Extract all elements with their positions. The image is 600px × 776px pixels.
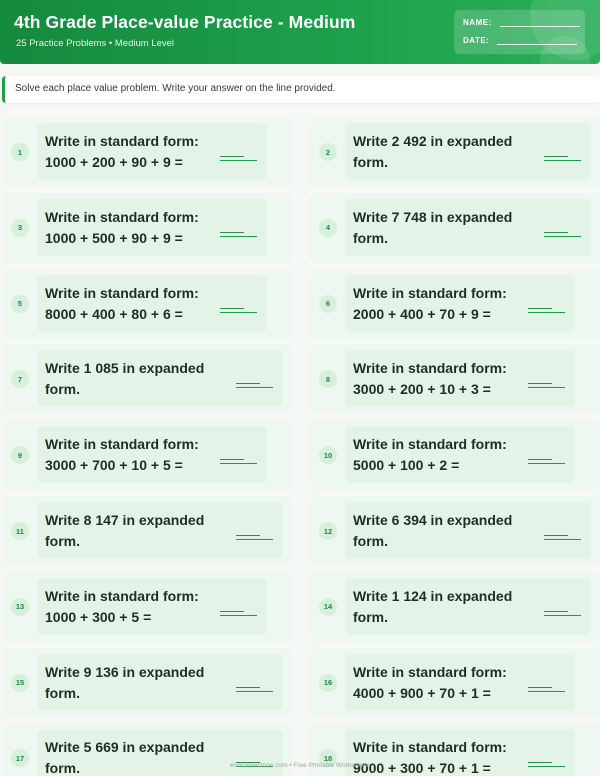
problem-line-1: Write in standard form:: [353, 284, 507, 301]
problem-line-2: form.: [45, 381, 80, 398]
problem-number-badge: 3: [11, 219, 29, 237]
answer-line[interactable]: [528, 463, 565, 464]
answer-line[interactable]: [544, 615, 581, 616]
problem-number-badge: 5: [11, 295, 29, 313]
problem-line-1: Write in standard form:: [353, 663, 507, 680]
problem-card: [2, 572, 292, 642]
problem-number-badge: 18: [319, 749, 337, 767]
problem-line-1: Write 7 748 in expanded: [353, 208, 513, 225]
problem-line-2: 1000 + 300 + 5 =: [45, 608, 152, 625]
answer-line[interactable]: [528, 312, 565, 313]
problem-number-badge: 12: [319, 522, 337, 540]
problem-line-1: Write 8 147 in expanded: [45, 512, 205, 528]
problem-content: [37, 123, 267, 180]
problem-line-2: form.: [45, 760, 80, 776]
problem-content: [345, 199, 591, 256]
problem-number-badge: 7: [11, 370, 29, 388]
answer-line-short: [544, 156, 568, 157]
worksheet-title: 4th Grade Place-value Practice - Medium: [14, 12, 356, 32]
answer-line[interactable]: [220, 160, 257, 161]
answer-line[interactable]: [220, 312, 257, 313]
problem-number-badge: 16: [319, 674, 337, 692]
problem-line-1: Write 2 492 in expanded: [353, 133, 513, 149]
problem-text: [45, 662, 204, 704]
problem-line-2: 8000 + 400 + 80 + 6 =: [45, 305, 183, 322]
problem-card: [2, 420, 292, 490]
problem-line-1: Write in standard form:: [45, 587, 199, 604]
problem-number-badge: 17: [11, 749, 29, 767]
problem-card: [2, 193, 292, 263]
name-row: [463, 18, 580, 27]
problem-line-1: Write in standard form:: [45, 133, 199, 149]
problem-content: [37, 578, 267, 635]
problem-text: [45, 358, 204, 400]
problem-content: [37, 426, 267, 483]
problem-content: [37, 350, 283, 407]
problem-line-1: Write 9 136 in expanded: [45, 663, 205, 680]
problem-text: [353, 358, 507, 400]
problem-card: [310, 572, 600, 642]
instructions-banner: Solve each place value problem. Write your answer on the line provided.: [2, 76, 600, 103]
problem-content: [345, 502, 591, 559]
answer-line-short: [220, 308, 244, 309]
problem-text: [45, 207, 199, 249]
problem-content: [37, 729, 283, 776]
problem-line-2: 5000 + 100 + 2 =: [353, 457, 460, 474]
problem-line-2: form.: [353, 154, 388, 170]
answer-line[interactable]: [236, 691, 273, 692]
problem-line-2: 3000 + 200 + 10 + 3 =: [353, 381, 491, 398]
problem-number-badge: 10: [319, 446, 337, 464]
answer-line-short: [544, 232, 568, 233]
answer-line[interactable]: [220, 463, 257, 464]
problem-card: [2, 496, 292, 566]
problem-card: [310, 193, 600, 263]
problem-content: [345, 729, 575, 776]
problem-card: [310, 648, 600, 718]
problem-line-2: 2000 + 400 + 70 + 9 =: [353, 305, 491, 322]
problem-number-badge: 9: [11, 446, 29, 464]
name-label: NAME:: [463, 18, 492, 27]
problem-line-1: Write in standard form:: [353, 360, 507, 377]
problem-line-2: 1000 + 200 + 90 + 9 =: [45, 154, 183, 170]
answer-line-short: [220, 459, 244, 460]
answer-line-short: [220, 611, 244, 612]
problem-content: [345, 426, 575, 483]
problem-text: [353, 434, 507, 476]
problem-line-2: form.: [353, 533, 388, 549]
answer-line[interactable]: [544, 160, 581, 161]
problem-content: [345, 123, 591, 180]
problem-line-2: form.: [45, 533, 80, 549]
answer-line-short: [528, 687, 552, 688]
problem-number-badge: 14: [319, 598, 337, 616]
answer-line-short: [236, 687, 260, 688]
answer-line-short: [236, 535, 260, 536]
answer-line-short: [544, 535, 568, 536]
problem-line-2: 1000 + 500 + 90 + 9 =: [45, 229, 183, 246]
problem-content: [345, 275, 575, 332]
problem-line-1: Write in standard form:: [353, 436, 507, 453]
answer-line[interactable]: [220, 236, 257, 237]
name-date-box: [454, 10, 585, 54]
problem-number-badge: 11: [11, 522, 29, 540]
problem-line-1: Write 1 085 in expanded: [45, 360, 205, 377]
worksheet-header: [0, 0, 600, 64]
page-footer: worksheetzone.com • Free Printable Worksheets: [229, 762, 371, 769]
problem-content: [37, 199, 267, 256]
problem-content: [345, 654, 575, 711]
problem-card: [310, 117, 600, 187]
answer-line[interactable]: [528, 691, 565, 692]
problem-line-1: Write 1 124 in expanded: [353, 587, 513, 604]
problem-line-2: 4000 + 900 + 70 + 1 =: [353, 684, 491, 701]
problem-number-badge: 6: [319, 295, 337, 313]
date-line[interactable]: [497, 37, 577, 45]
problem-content: [37, 654, 283, 711]
answer-line-short: [236, 383, 260, 384]
problem-line-2: form.: [45, 684, 80, 701]
answer-line-short: [220, 156, 244, 157]
answer-line[interactable]: [528, 387, 565, 388]
answer-line-short: [220, 232, 244, 233]
problem-text: [353, 586, 512, 628]
answer-line[interactable]: [236, 539, 273, 540]
problem-content: [345, 578, 591, 635]
problem-line-2: 3000 + 700 + 10 + 5 =: [45, 457, 183, 474]
worksheet-subtitle: 25 Practice Problems • Medium Level: [16, 38, 175, 49]
problem-text: [45, 586, 199, 628]
problem-line-1: Write 5 669 in expanded: [45, 739, 205, 756]
problem-card: [2, 344, 292, 414]
name-line[interactable]: [500, 19, 580, 27]
answer-line-short: [544, 611, 568, 612]
problem-number-badge: 8: [319, 370, 337, 388]
problem-content: [37, 502, 283, 559]
problem-card: [310, 496, 600, 566]
problem-card: [310, 269, 600, 339]
answer-line-short: [528, 308, 552, 309]
problem-card: [310, 344, 600, 414]
problem-text: [45, 283, 199, 325]
problem-card: [2, 648, 292, 718]
problem-card: [2, 117, 292, 187]
answer-line[interactable]: [220, 615, 257, 616]
problem-text: [353, 207, 512, 249]
problem-text: [353, 131, 512, 173]
problem-text: [353, 510, 512, 552]
problem-line-2: 9000 + 300 + 70 + 1 =: [353, 760, 491, 776]
problem-content: [345, 350, 575, 407]
problem-line-1: Write in standard form:: [353, 739, 507, 756]
problem-card: [2, 269, 292, 339]
problem-number-badge: 15: [11, 674, 29, 692]
problem-text: [353, 283, 507, 325]
answer-line[interactable]: [544, 539, 581, 540]
problem-content: [37, 275, 267, 332]
problem-text: [45, 510, 204, 552]
problem-text: [353, 662, 507, 704]
problem-line-2: form.: [353, 608, 388, 625]
answer-line-short: [528, 459, 552, 460]
problem-text: [353, 737, 507, 776]
problem-number-badge: 1: [11, 143, 29, 161]
problem-line-1: Write in standard form:: [45, 436, 199, 453]
problem-number-badge: 13: [11, 598, 29, 616]
answer-line[interactable]: [236, 387, 273, 388]
problem-line-1: Write in standard form:: [45, 284, 199, 301]
problem-line-1: Write 6 394 in expanded: [353, 512, 513, 528]
problem-number-badge: 2: [319, 143, 337, 161]
date-row: [463, 36, 577, 45]
problem-line-2: form.: [353, 229, 388, 246]
answer-line[interactable]: [544, 236, 581, 237]
answer-line-short: [528, 383, 552, 384]
problem-number-badge: 4: [319, 219, 337, 237]
problem-text: [45, 737, 204, 776]
date-label: DATE:: [463, 36, 490, 45]
problem-text: [45, 434, 199, 476]
problem-card: [310, 420, 600, 490]
problem-text: [45, 131, 199, 173]
problem-line-1: Write in standard form:: [45, 208, 199, 225]
